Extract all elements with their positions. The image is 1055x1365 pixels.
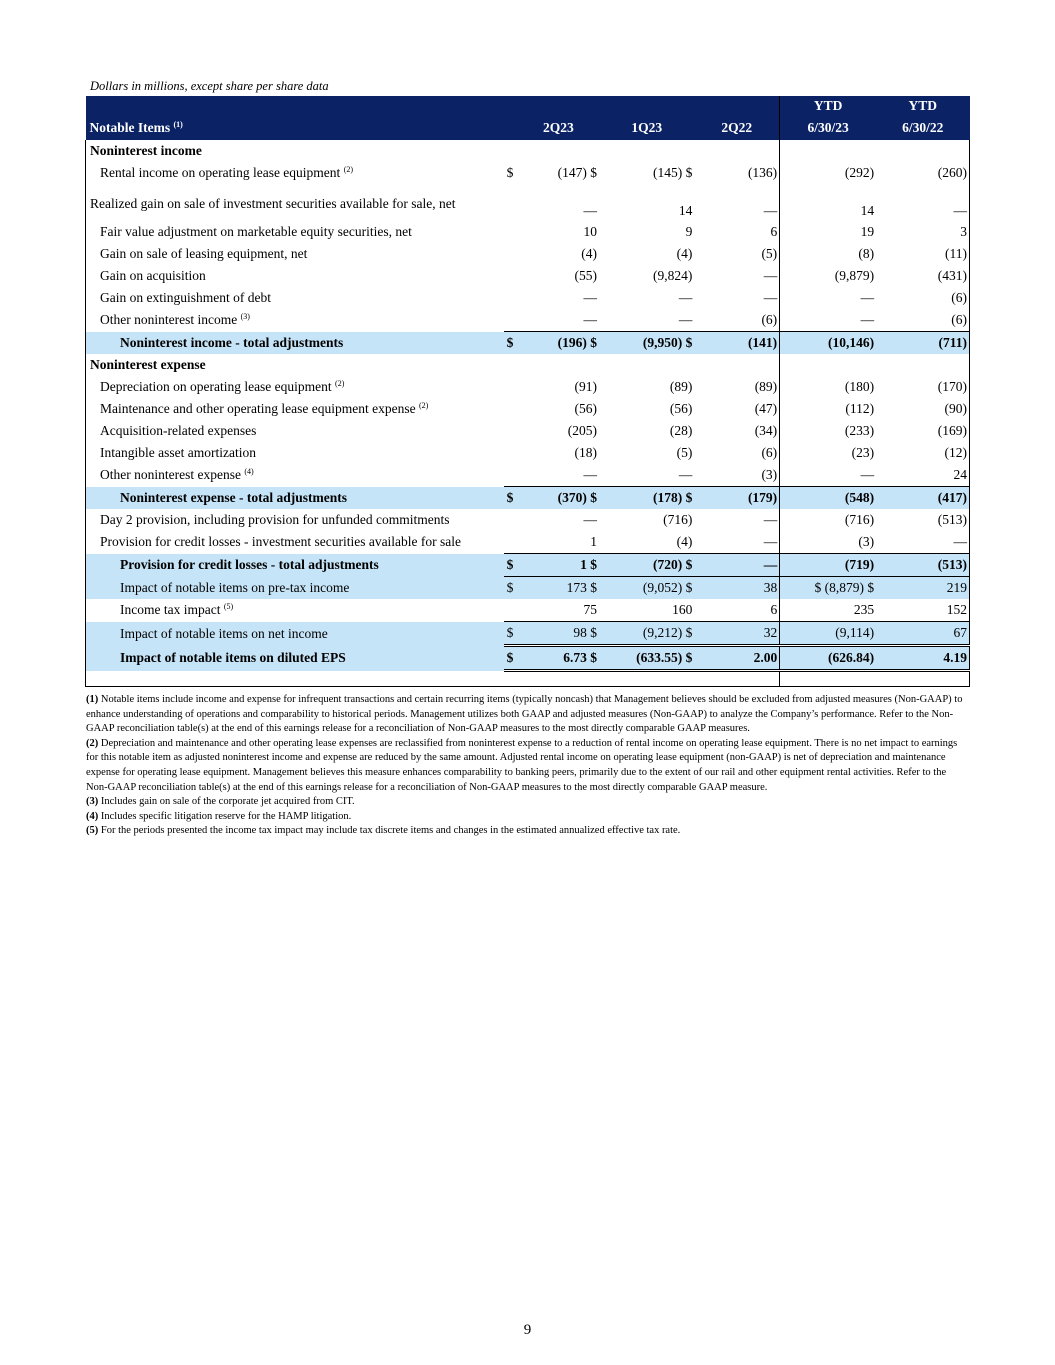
ytd-label-1: YTD: [780, 96, 876, 116]
cell-2q22: (136): [747, 165, 778, 180]
cell-1q23: 14: [678, 203, 693, 218]
header-row-periods: [86, 116, 970, 140]
cell-6-30-22: 4.19: [876, 646, 969, 671]
cell-2q23: 10: [583, 224, 597, 239]
cell-6-30-22: (431): [876, 265, 969, 287]
cell-6-30-22: (90): [876, 398, 969, 420]
cell-6-30-22: (12): [876, 442, 969, 464]
footnote: (5) For the periods presented the income tax impact may include tax discrete items and changes in the estimated annualized effective tax rate.: [86, 825, 681, 837]
cell-6-30-23: (23): [780, 442, 876, 464]
cell-2q23: (55): [574, 268, 597, 283]
currency-symbol: [504, 531, 518, 554]
cell-2q23: —: [583, 512, 597, 527]
cell-6-30-23: (716): [780, 509, 876, 531]
table-row: [86, 287, 970, 309]
cell-6-30-23: (719): [780, 554, 876, 577]
currency-symbol: [504, 221, 518, 243]
cell-6-30-22: (513): [876, 554, 969, 577]
col-ytd-6-30-22: 6/30/22: [876, 116, 969, 140]
cell-2q22: (89): [754, 379, 778, 394]
cell-6-30-22: (417): [876, 487, 969, 510]
cell-6-30-22: (711): [876, 332, 969, 355]
cell-2q22: (5): [761, 246, 778, 261]
col-ytd-6-30-23: 6/30/23: [780, 116, 876, 140]
cell-2q22: —: [763, 290, 778, 305]
cell-2q22: —: [763, 268, 778, 283]
cell-2q23: 75: [583, 602, 597, 617]
cell-1q23: —: [678, 290, 693, 305]
cell-6-30-23: (3): [780, 531, 876, 554]
row-label: Realized gain on sale of investment securities available for sale, net: [86, 184, 504, 221]
cell-1q23: (5): [676, 445, 693, 460]
cell-2q23: (18): [574, 445, 597, 460]
cell-2q23: —: [583, 290, 597, 305]
table-end-row: [86, 671, 970, 687]
cell-1q23: (89): [669, 379, 693, 394]
currency-symbol: [504, 309, 518, 332]
cell-1q23: (9,950) $: [599, 332, 694, 355]
cell-2q22: —: [763, 203, 778, 218]
cell-6-30-22: —: [876, 184, 969, 221]
table-row: [86, 184, 970, 221]
row-label: Noninterest expense - total adjustments: [86, 487, 504, 510]
footnote: (2) Depreciation and maintenance and other operating lease expenses are reclassified from noninterest expense to a reduction of rental income on operating lease equipment. There is no net impact to earnings for this notable item as adjusted noninterest income and expense are reduced by the same amount. Adjusted rental income on operating lease equipment (non-GAAP) is net of depreciation and maintenance expense for operating lease equipment. Management believes this measure enhances comparability to banking peers, primarily due to the extent of our rail and other equipment rental activities. Refer to the Non-GAAP reconciliation table(s) at the end of this earnings release for a reconciliation of Non-GAAP measures to the most directly comparable GAAP measure.: [86, 737, 958, 793]
currency-symbol: $: [504, 577, 518, 600]
row-label: Acquisition-related expenses: [86, 420, 504, 442]
cell-6-30-22: —: [876, 531, 969, 554]
row-label: Maintenance and other operating lease equipment expense $^{(2)}$: [86, 398, 504, 420]
cell-6-30-23: —: [780, 464, 876, 487]
footnote: (4) Includes specific litigation reserve for the HAMP litigation.: [86, 810, 352, 822]
row-label: Day 2 provision, including provision for unfunded commitments: [86, 509, 504, 531]
cell-6-30-22: 219: [876, 577, 969, 600]
table-row: [86, 464, 970, 487]
page-number: 9: [523, 1322, 532, 1338]
row-label: Noninterest expense: [86, 354, 780, 376]
cell-2q23: —: [583, 312, 597, 327]
cell-6-30-23: —: [780, 287, 876, 309]
currency-symbol: [504, 599, 518, 622]
row-label: Intangible asset amortization: [86, 442, 504, 464]
currency-symbol: $: [504, 554, 518, 577]
cell-2q23: (147) $: [557, 165, 597, 180]
cell-2q23: (4): [581, 246, 597, 261]
cell-1q23: (4): [676, 246, 693, 261]
table-row: [86, 531, 970, 554]
cell-2q22: (47): [754, 401, 778, 416]
row-label: Other noninterest expense $^{(4)}$: [86, 464, 504, 487]
cell-6-30-23: (8): [780, 243, 876, 265]
header-row-ytd: [86, 96, 970, 116]
notable-items-page: [85, 78, 970, 839]
cell-1q23: (178) $: [599, 487, 694, 510]
cell-2q22: —: [763, 534, 778, 549]
notable-items-table: [85, 96, 970, 687]
cell-6-30-23: (9,114): [780, 622, 876, 646]
cell-1q23: (28): [669, 423, 693, 438]
cell-2q22: (6): [761, 312, 778, 327]
cell-6-30-22: (260): [876, 162, 969, 184]
cell-2q23: 173 $: [518, 577, 599, 600]
currency-symbol: [504, 287, 518, 309]
table-row: [86, 554, 970, 577]
cell-6-30-23: (292): [780, 162, 876, 184]
row-label: Income tax impact $^{(5)}$: [86, 599, 504, 622]
cell-1q23: —: [678, 312, 693, 327]
cell-1q23: (9,824): [653, 268, 693, 283]
cell-6-30-23: 235: [780, 599, 876, 622]
table-row: [86, 398, 970, 420]
cell-2q23: (205): [567, 423, 597, 438]
table-row: [86, 243, 970, 265]
table-title: Notable Items $^{(1)}$: [86, 116, 518, 140]
cell-6-30-23: (180): [780, 376, 876, 398]
currency-symbol: [504, 420, 518, 442]
table-row: [86, 487, 970, 510]
row-label: Other noninterest income $^{(3)}$: [86, 309, 504, 332]
cell-6-30-23: —: [780, 309, 876, 332]
cell-6-30-23: (626.84): [780, 646, 876, 671]
cell-6-30-23: (112): [780, 398, 876, 420]
currency-symbol: [504, 376, 518, 398]
cell-6-30-22: (6): [876, 287, 969, 309]
table-row: [86, 162, 970, 184]
cell-6-30-23: (233): [780, 420, 876, 442]
ytd-label-2: YTD: [876, 96, 969, 116]
cell-2q23: 6.73 $: [518, 646, 599, 671]
cell-2q22: (34): [754, 423, 778, 438]
row-label: Impact of notable items on diluted EPS: [86, 646, 504, 671]
cell-1q23: (56): [669, 401, 693, 416]
col-2q22: 2Q22: [694, 116, 779, 140]
cell-1q23: (716): [663, 512, 693, 527]
row-label: Rental income on operating lease equipment $^{(2)}$: [86, 162, 504, 184]
cell-2q23: (56): [574, 401, 597, 416]
cell-1q23: (145) $: [653, 165, 693, 180]
cell-2q23: (196) $: [518, 332, 599, 355]
table-row: [86, 509, 970, 531]
cell-6-30-22: (169): [876, 420, 969, 442]
col-2q23: 2Q23: [518, 116, 599, 140]
currency-symbol: [504, 442, 518, 464]
cell-6-30-22: (11): [876, 243, 969, 265]
table-row: [86, 622, 970, 646]
table-caption: Dollars in millions, except share per share data: [90, 79, 329, 93]
cell-2q23: 1: [590, 534, 597, 549]
cell-2q23: 1 $: [518, 554, 599, 577]
row-label: Provision for credit losses - total adjustments: [86, 554, 504, 577]
currency-symbol: $: [504, 332, 518, 355]
row-label: Provision for credit losses - investment securities available for sale: [86, 531, 504, 554]
table-row: [86, 420, 970, 442]
cell-6-30-22: 3: [876, 221, 969, 243]
cell-1q23: 9: [685, 224, 693, 239]
table-row: [86, 332, 970, 355]
row-label: Gain on extinguishment of debt: [86, 287, 504, 309]
table-row: [86, 376, 970, 398]
row-label: Impact of notable items on pre-tax income: [86, 577, 504, 600]
cell-1q23: (633.55) $: [599, 646, 694, 671]
row-label: Depreciation on operating lease equipment $^{(2)}$: [86, 376, 504, 398]
cell-1q23: (9,052) $: [599, 577, 694, 600]
cell-6-30-23: 14: [780, 184, 876, 221]
currency-symbol: $: [504, 646, 518, 671]
footnote: (1) Notable items include income and expense for infrequent transactions and certain recurring items (typically noncash) that Management believes should be excluded from adjusted measures (Non-GAAP) to enhance understanding of operations and comparability to historical periods. Management utilizes both GAAP and adjusted measures (Non-GAAP) to analyze the Company’s performance. Refer to the Non-GAAP reconciliation table(s) at the end of this earnings release for a reconciliation of Non-GAAP measures to the most directly comparable GAAP measures.: [86, 694, 963, 735]
currency-symbol: [504, 184, 518, 221]
cell-2q23: —: [583, 467, 597, 482]
cell-6-30-23: 19: [780, 221, 876, 243]
cell-6-30-22: (170): [876, 376, 969, 398]
currency-symbol: $: [504, 622, 518, 646]
table-body: [86, 140, 970, 687]
currency-symbol: $: [504, 487, 518, 510]
col-1q23: 1Q23: [599, 116, 694, 140]
row-label: Impact of notable items on net income: [86, 622, 504, 646]
cell-2q23: (370) $: [518, 487, 599, 510]
cell-2q23: —: [583, 203, 597, 218]
cell-1q23: (4): [676, 534, 693, 549]
row-label: Gain on sale of leasing equipment, net: [86, 243, 504, 265]
cell-6-30-22: 152: [876, 599, 969, 622]
cell-2q22: 38: [694, 577, 779, 600]
cell-1q23: (720) $: [599, 554, 694, 577]
row-label: Gain on acquisition: [86, 265, 504, 287]
cell-1q23: —: [678, 467, 693, 482]
table-row: [86, 599, 970, 622]
cell-2q22: 32: [694, 622, 779, 646]
currency-symbol: [504, 509, 518, 531]
currency-symbol: [504, 464, 518, 487]
cell-2q22: (3): [761, 467, 778, 482]
cell-2q22: (141): [694, 332, 779, 355]
section-row: [86, 140, 970, 162]
cell-2q22: 6: [770, 224, 778, 239]
cell-6-30-23: $ (8,879) $: [780, 577, 876, 600]
cell-6-30-22: (6): [876, 309, 969, 332]
currency-symbol: [504, 398, 518, 420]
currency-symbol: $: [506, 165, 514, 180]
cell-6-30-22: 67: [876, 622, 969, 646]
footnotes: [85, 693, 970, 839]
cell-6-30-23: (548): [780, 487, 876, 510]
cell-2q22: 2.00: [694, 646, 779, 671]
cell-2q23: 98 $: [518, 622, 599, 646]
cell-6-30-23: (9,879): [780, 265, 876, 287]
section-row: [86, 354, 970, 376]
cell-2q22: —: [763, 512, 778, 527]
cell-6-30-22: 24: [876, 464, 969, 487]
cell-2q22: (179): [694, 487, 779, 510]
cell-2q22: 6: [770, 602, 778, 617]
footnote: (3) Includes gain on sale of the corporate jet acquired from CIT.: [86, 796, 355, 808]
cell-2q22: (6): [761, 445, 778, 460]
cell-1q23: 160: [672, 602, 693, 617]
table-row: [86, 442, 970, 464]
table-row: [86, 309, 970, 332]
table-row: [86, 265, 970, 287]
cell-6-30-23: (10,146): [780, 332, 876, 355]
currency-symbol: [504, 265, 518, 287]
cell-2q23: (91): [574, 379, 597, 394]
row-label: Noninterest income: [86, 140, 780, 162]
table-row: [86, 221, 970, 243]
table-row: [86, 577, 970, 600]
cell-1q23: (9,212) $: [599, 622, 694, 646]
cell-2q22: —: [694, 554, 779, 577]
row-label: Fair value adjustment on marketable equity securities, net: [86, 221, 504, 243]
cell-6-30-22: (513): [876, 509, 969, 531]
table-row: [86, 646, 970, 671]
currency-symbol: [504, 243, 518, 265]
row-label: Noninterest income - total adjustments: [86, 332, 504, 355]
